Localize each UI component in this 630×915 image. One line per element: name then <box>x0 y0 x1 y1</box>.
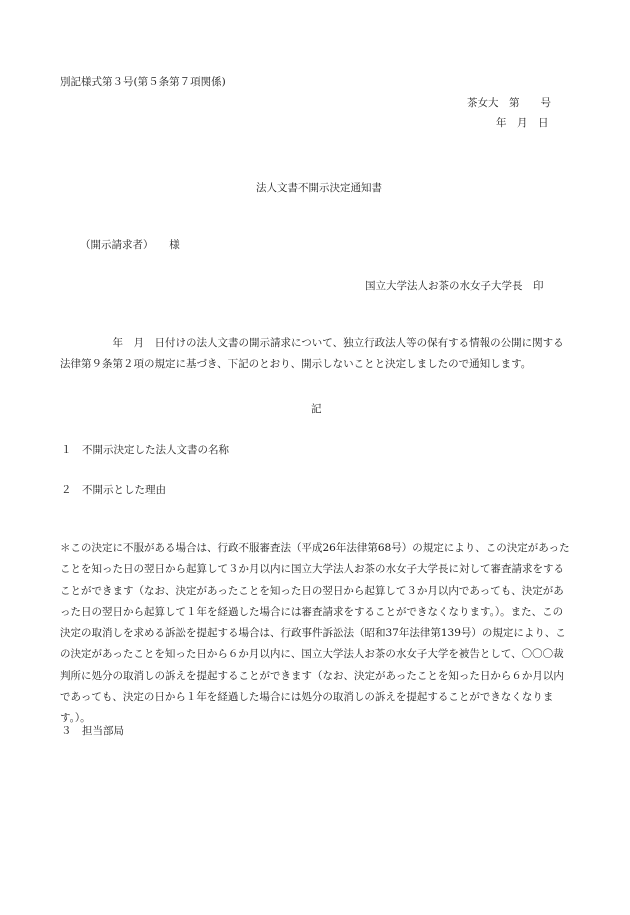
appeal-notice: ＊この決定に不服がある場合は、行政不服審査法（平成26年法律第68号）の規定により、この決定があったことを知った日の翌日から起算して３か月以内に国立大学法人お茶の水女子大学長に対して審査請求をすることができます（なお、決定があったことを知った日の翌日から起算して３か月以内であっても、決定があった日の翌日から起算して１年を経過した場合には審査請求をすることができなくなります。）。また、この決定の取消しを求める訴訟を提起する場合は、行政事件訴訟法（昭和37年法律第139号）の規定により、この決定があったことを知った日から６か月以内に、国立大学法人お茶の水女子大学を被告として、〇〇〇裁判所に処分の取消しの訴えを提起することができます（なお、決定があったことを知った日から６か月以内であっても、決定の日から１年を経過した場合には処分の取消しの訴えを提起することができなくなります。）。 <box>60 542 570 725</box>
document-title: 法人文書不開示決定通知書 <box>256 182 382 194</box>
body-paragraph: 年 月 日付けの法人文書の開示請求について、独立行政法人等の保有する情報の公開に関する法律第９条第２項の規定に基づき、下記のとおり、開示しないことと決定しましたので通知します。 <box>60 337 564 371</box>
form-label: 別記様式第３号(第５条第７項関係) <box>60 76 226 88</box>
document-number: 茶女大 第 号 <box>467 97 551 109</box>
document-date: 年 月 日 <box>496 117 549 129</box>
ki-heading: 記 <box>311 403 322 415</box>
item-2-title: ２ 不開示とした理由 <box>61 484 166 496</box>
item-1-title: １ 不開示決定した法人文書の名称 <box>61 444 229 456</box>
issuer-line: 国立大学法人お茶の水女子大学長 印 <box>365 280 544 292</box>
recipient-line: （開示請求者） 様 <box>80 239 180 251</box>
item-3-title: ３ 担当部局 <box>61 725 124 737</box>
